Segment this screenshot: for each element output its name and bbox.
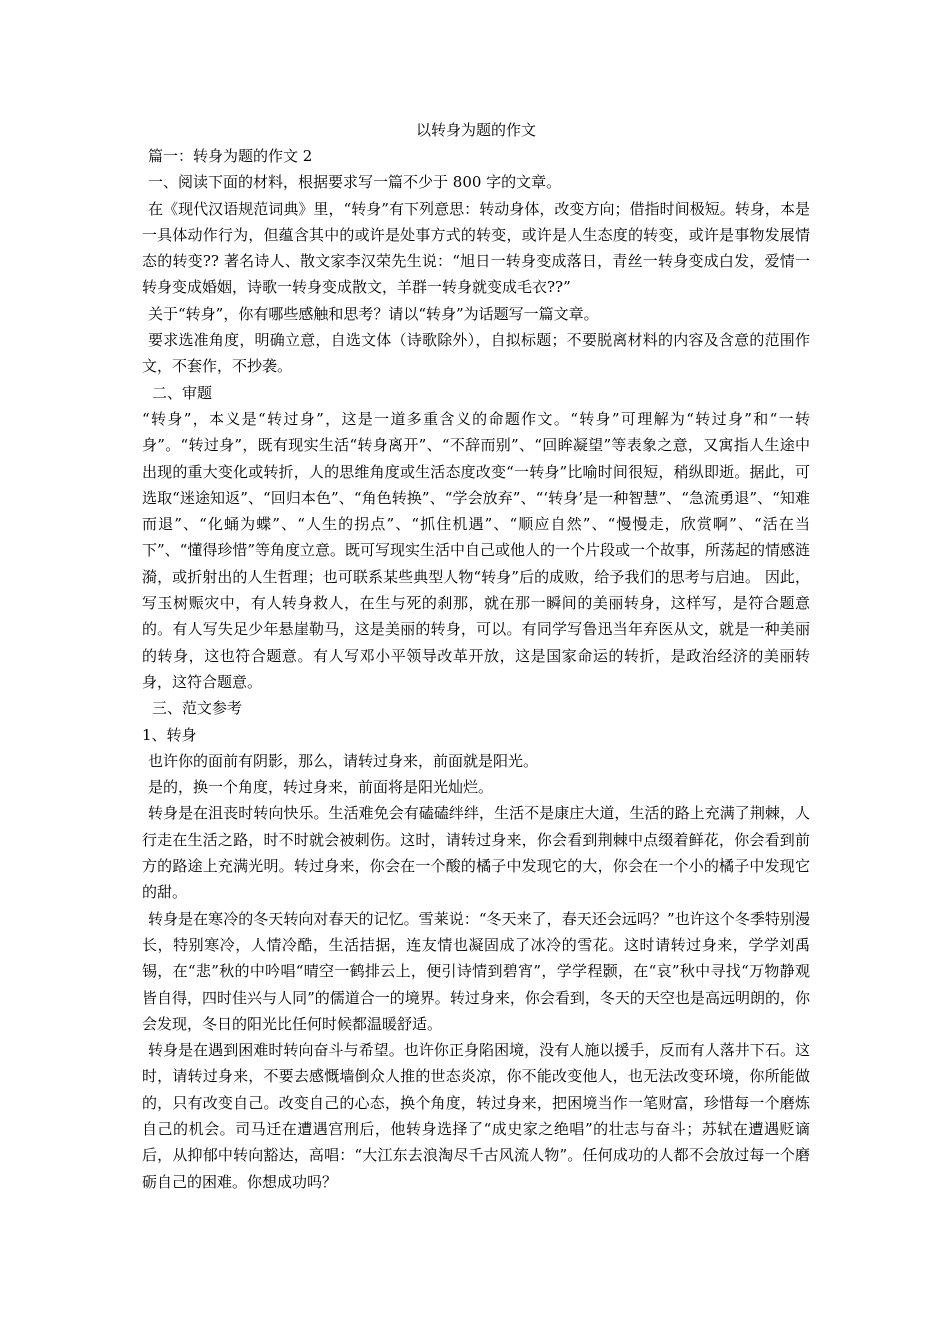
document-page	[142, 120, 810, 1195]
paragraph-sample-5: 转身是在遇到困难时转向奋斗与希望。也许你正身陷困境，没有人施以援手，反而有人落井下石。这时，请转过身来，不要去感慨墙倒众人推的世态炎凉，你不能改变他人，也无法改变环境，你所能做的，只有改变自己。改变自己的心态，换个角度，转过身来，把困境当作一笔财富，珍惜每一个磨炼自己的机会。司马迁在遭遇宫刑后，他转身选择了“成史家之绝唱”的壮志与奋斗；苏轼在遭遇贬谪后，从抑郁中转向豁达，高唱：“大江东去浪淘尽千古风流人物”。任何成功的人都不会放过每一个磨砺自己的困难。你想成功吗？	[142, 1041, 810, 1191]
paragraph-sample-3: 转身是在沮丧时转向快乐。生活难免会有磕磕绊绊，生活不是康庄大道，生活的路上充满了荆棘，人行走在生活之路，时不时就会被刺伤。这时，请转过身来，你会看到荆棘中点缀着鲜花，你会看到前方的路途上充满光明。转过身来，你会在一个酸的橘子中发现它的大，你会在一个小的橘子中发现它的甜。	[142, 804, 810, 902]
paragraph-question: 关于“转身”，你有哪些感触和思考？请以“转身”为话题写一篇文章。	[148, 304, 599, 323]
paragraph-heading-analysis: 二、审题	[152, 383, 213, 402]
paragraph-analysis: “转身”，本义是“转过身”，这是一道多重含义的命题作文。“转身”可理解为“转过身”和“一转身”。“转过身”，既有现实生活“转身离开”、“不辞而别”、“回眸凝望”等表象之意，又寓指人生途中出现的重大变化或转折，人的思维角度或生活态度改变“一转身”比喻时间很短，稍纵即逝。据此，可选取“迷途知返”、“回归本色”、“角色转换”、“学会放弃”、“‘转身’是一种智慧”、“急流勇退”、“知难而退”、“化蛹为蝶”、“人生的拐点”、“抓住机遇”、“顺应自然”、“慢慢走，欣赏啊”、“活在当下”、“懂得珍惜”等角度立意。既可写现实生活中自己或他人的一个片段或一个故事，所荡起的情感涟漪，或折射出的人生哲理；也可联系某些典型人物“转身”后的成败，给予我们的思考与启迪。 因此，写玉树赈灾中，有人转身救人，在生与死的刹那，就在那一瞬间的美丽转身，这样写，是符合题意的。有人写失足少年悬崖勒马，这是美丽的转身，可以。有同学写鲁迅当年弃医从文，就是一种美丽的转身，这也符合题意。有人写邓小平领导改革开放，这是国家命运的转折，是政治经济的美丽转身，这符合题意。	[142, 409, 811, 691]
paragraph-sample-1: 也许你的面前有阴影，那么，请转过身来，前面就是阳光。	[148, 751, 539, 770]
paragraph-requirements: 要求选准角度，明确立意，自选文体（诗歌除外），自拟标题；不要脱离材料的内容及含意的范围作文，不套作，不抄袭。	[142, 331, 810, 376]
paragraph-sample-title: 1、转身	[142, 725, 197, 744]
paragraph-material: 在《现代汉语规范词典》里，“转身”有下列意思：转动身体，改变方向；借指时间极短。转身，本是一具体动作行为，但蕴含其中的或许是处事方式的转变，或许是人生态度的转变，或许是事物发展情态的转变?? 著名诗人、散文家李汉荣先生说：“旭日一转身变成落日，青丝一转身变成白发，爱情一转身变成婚姻，诗歌一转身变成散文，羊群一转身就变成毛衣??”	[142, 199, 810, 297]
paragraph-sample-2: 是的，换一个角度，转过身来，前面将是阳光灿烂。	[148, 778, 494, 797]
paragraph-heading-samples: 三、范文参考	[152, 699, 243, 718]
paragraph-instruction: 一、阅读下面的材料，根据要求写一篇不少于 800 字的文章。	[148, 173, 562, 192]
paragraph-section-heading: 篇一：转身为题的作文 2	[148, 147, 313, 165]
paragraph-sample-4: 转身是在寒冷的冬天转向对春天的记忆。雪莱说：“冬天来了，春天还会远吗？”也许这个冬季特别漫长，特别寒冷，人情冷酷，生活拮据，连友情也凝固成了冰冷的雪花。这时请转过身来，学学刘禹锡，在“悲”秋的中吟唱“晴空一鹤排云上，便引诗情到碧宵”，学学程颢，在“哀”秋中寻找“万物静观皆自得，四时佳兴与人同”的儒道合一的境界。转过身来，你会看到，冬天的天空也是高远明朗的，你会发现，冬日的阳光比任何时候都温暖舒适。	[142, 909, 810, 1033]
document-title: 以转身为题的作文	[415, 121, 536, 139]
